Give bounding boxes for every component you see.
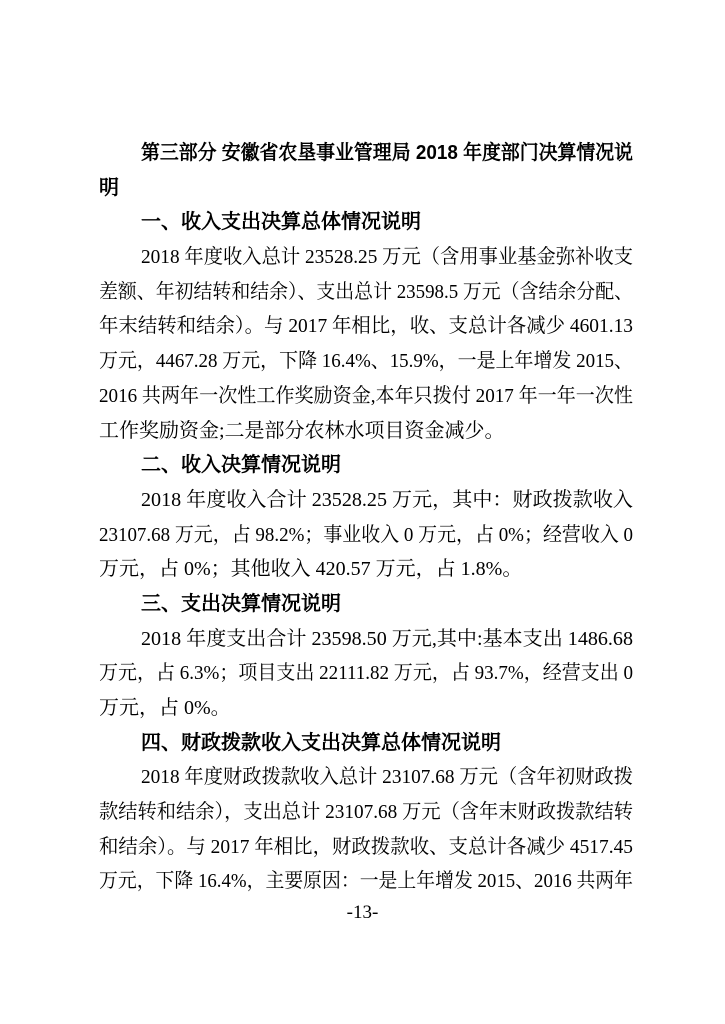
doc-text-line <box>99 275 633 310</box>
doc-line-text: 万元，占 0%。 <box>99 697 231 719</box>
doc-line-text: 年末结转和结余）。与 2017 年相比，收、支总计各减少 4601.13 <box>99 315 633 338</box>
doc-line-text: 明 <box>99 176 119 199</box>
doc-text-line <box>99 309 633 344</box>
doc-text-line <box>99 240 633 275</box>
doc-text-line <box>99 414 633 449</box>
doc-line-text: 一、收入支出决算总体情况说明 <box>141 211 421 234</box>
doc-line-text: 和结余）。与 2017 年相比，财政拨款收、支总计各减少 4517.45 <box>99 835 633 858</box>
doc-text-line <box>99 656 633 691</box>
doc-text-line <box>99 864 633 899</box>
doc-line-text: 款结转和结余），支出总计 23107.68 万元（含年末财政拨款结转 <box>99 801 633 824</box>
doc-line-text: 2018 年度收入总计 23528.25 万元（含用事业基金弥补收支 <box>141 246 633 269</box>
doc-heading-line <box>99 726 633 761</box>
doc-heading-line <box>99 171 633 206</box>
document-lines <box>99 136 633 899</box>
doc-line-text: 三、支出决算情况说明 <box>141 592 341 615</box>
page-number: -13- <box>346 902 379 923</box>
doc-line-text: 万元，下降 16.4%，主要原因：一是上年增发 2015、2016 共两年 <box>99 870 633 893</box>
doc-line-text: 万元，4467.28 万元，下降 16.4%、15.9%，一是上年增发 2015、 <box>99 350 633 373</box>
doc-text-line <box>99 760 633 795</box>
doc-line-text: 23107.68 万元，占 98.2%；事业收入 0 万元，占 0%；经营收入 0 <box>99 523 633 546</box>
doc-heading-line <box>99 136 633 171</box>
doc-line-text: 差额、年初结转和结余）、支出总计 23598.5 万元（含结余分配、 <box>99 280 633 303</box>
doc-line-text: 2018 年度收入合计 23528.25 万元，其中：财政拨款收入 <box>141 488 633 511</box>
doc-line-text: 2018 年度财政拨款收入总计 23107.68 万元（含年初财政拨 <box>141 766 633 789</box>
doc-line-text: 工作奖励资金;二是部分农林水项目资金减少。 <box>99 419 505 442</box>
doc-heading-line <box>99 205 633 240</box>
doc-heading-line <box>99 587 633 622</box>
doc-text-line <box>99 518 633 553</box>
doc-text-line <box>99 483 633 518</box>
doc-line-text: 2016 共两年一次性工作奖励资金,本年只拨付 2017 年一年一次性 <box>99 384 633 407</box>
doc-heading-line <box>99 448 633 483</box>
doc-line-text: 第三部分 安徽省农垦事业管理局 2018 年度部门决算情况说 <box>141 142 633 164</box>
doc-line-text: 万元，占 6.3%；项目支出 22111.82 万元，占 93.7%，经营支出 0 <box>99 662 633 685</box>
doc-text-line <box>99 795 633 830</box>
doc-text-line <box>99 344 633 379</box>
doc-line-text: 四、财政拨款收入支出决算总体情况说明 <box>141 731 501 754</box>
doc-text-line <box>99 379 633 414</box>
doc-text-line <box>99 691 633 726</box>
doc-line-text: 万元，占 0%；其他收入 420.57 万元，占 1.8%。 <box>99 558 523 581</box>
doc-line-text: 2018 年度支出合计 23598.50 万元,其中:基本支出 1486.68 <box>141 627 633 650</box>
doc-text-line <box>99 552 633 587</box>
doc-line-text: 二、收入决算情况说明 <box>141 454 341 477</box>
doc-text-line <box>99 830 633 865</box>
doc-text-line <box>99 622 633 657</box>
